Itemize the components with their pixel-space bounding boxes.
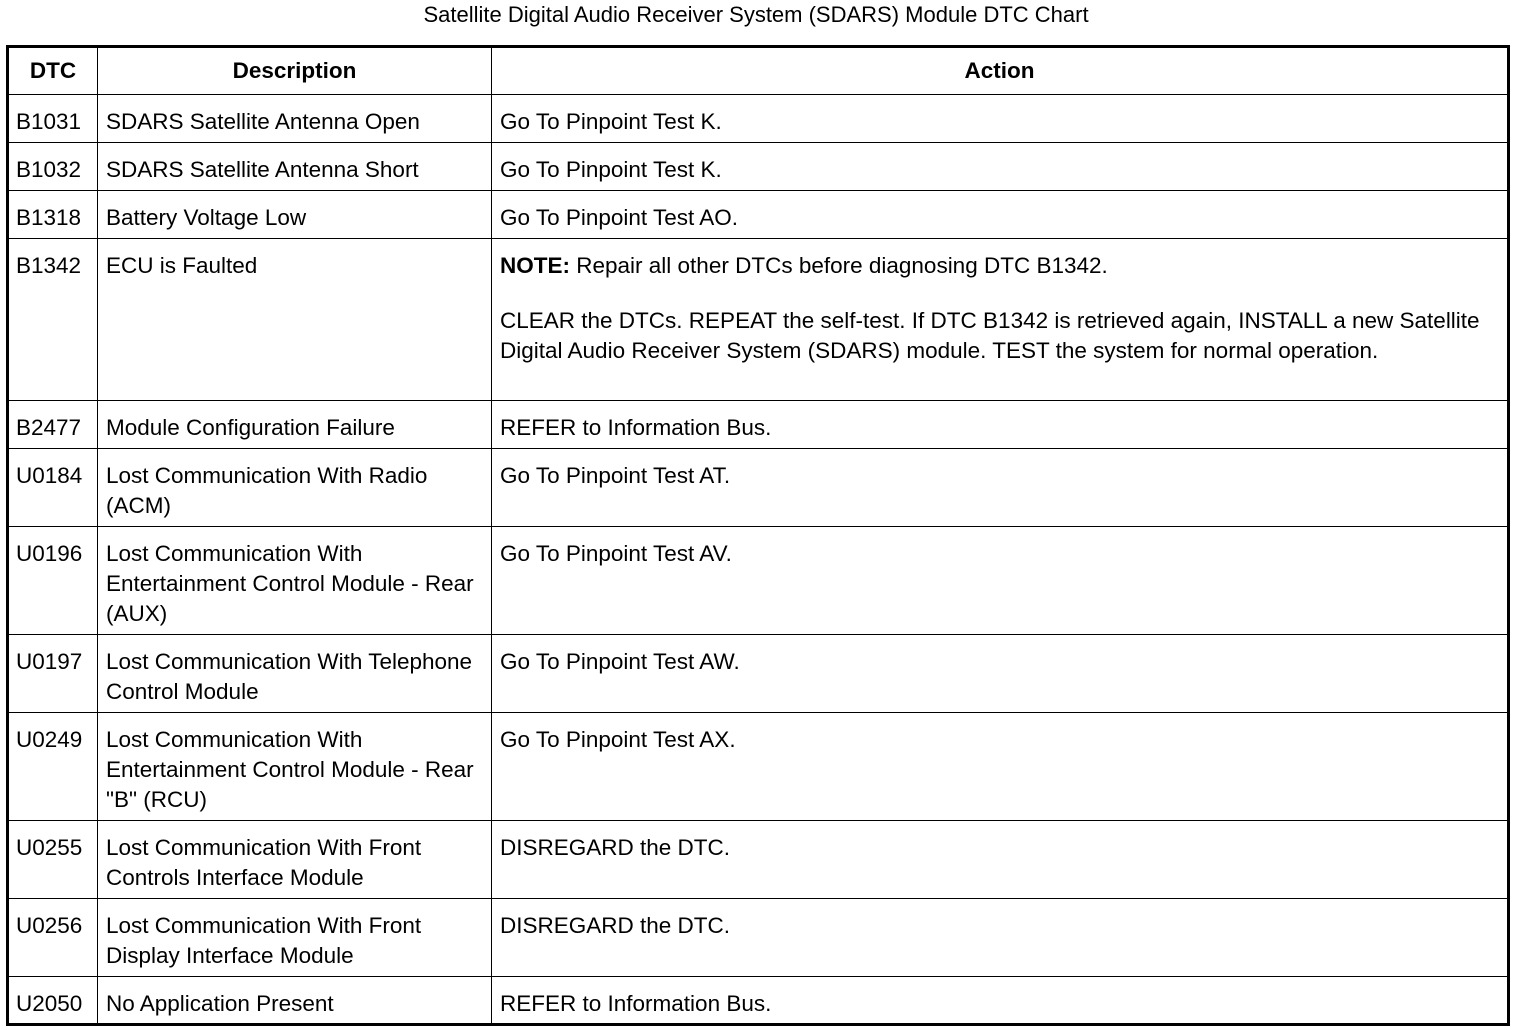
dtc-description: Lost Communication With Entertainment Control Module - Rear (AUX) (98, 527, 492, 635)
dtc-code: B1318 (8, 191, 98, 239)
column-header-action: Action (492, 47, 1509, 95)
dtc-action: Go To Pinpoint Test K. (492, 143, 1509, 191)
dtc-description: Lost Communication With Front Controls Interface Module (98, 821, 492, 899)
note-text: Repair all other DTCs before diagnosing DTC B1342. (570, 253, 1108, 278)
table-row (8, 143, 1509, 191)
table-row (8, 635, 1509, 713)
table-row (8, 239, 1509, 401)
dtc-code: U0249 (8, 713, 98, 821)
table-row (8, 191, 1509, 239)
dtc-action: Go To Pinpoint Test AO. (492, 191, 1509, 239)
table-header-row (8, 47, 1509, 95)
table-row (8, 899, 1509, 977)
dtc-description: Lost Communication With Radio (ACM) (98, 449, 492, 527)
dtc-action: REFER to Information Bus. (492, 401, 1509, 449)
dtc-description: No Application Present (98, 977, 492, 1025)
dtc-action: Go To Pinpoint Test AV. (492, 527, 1509, 635)
dtc-action (492, 239, 1509, 401)
action-note (500, 251, 1499, 281)
dtc-chart-table (6, 45, 1510, 1026)
dtc-description: Lost Communication With Entertainment Control Module - Rear "B" (RCU) (98, 713, 492, 821)
page-title: Satellite Digital Audio Receiver System (SDARS) Module DTC Chart (423, 2, 1089, 27)
dtc-code: U0196 (8, 527, 98, 635)
dtc-code: U0255 (8, 821, 98, 899)
dtc-description: Lost Communication With Telephone Control Module (98, 635, 492, 713)
dtc-code: B1031 (8, 95, 98, 143)
dtc-code: U0184 (8, 449, 98, 527)
note-label: NOTE: (500, 253, 570, 278)
dtc-code: B2477 (8, 401, 98, 449)
table-row (8, 449, 1509, 527)
action-instructions: CLEAR the DTCs. REPEAT the self-test. If DTC B1342 is retrieved again, INSTALL a new Satellite Digital Audio Receiver System (SDARS) module. TEST the system for normal operation. (500, 308, 1480, 363)
dtc-description: SDARS Satellite Antenna Open (98, 95, 492, 143)
table-row (8, 977, 1509, 1025)
dtc-action: DISREGARD the DTC. (492, 899, 1509, 977)
dtc-action: Go To Pinpoint Test AT. (492, 449, 1509, 527)
dtc-code: U0256 (8, 899, 98, 977)
dtc-code: U2050 (8, 977, 98, 1025)
table-row (8, 713, 1509, 821)
table-row (8, 821, 1509, 899)
table-row (8, 95, 1509, 143)
dtc-code: B1342 (8, 239, 98, 401)
table-row (8, 401, 1509, 449)
dtc-description: ECU is Faulted (98, 239, 492, 401)
dtc-action: Go To Pinpoint Test K. (492, 95, 1509, 143)
column-header-dtc: DTC (8, 47, 98, 95)
dtc-action: Go To Pinpoint Test AX. (492, 713, 1509, 821)
dtc-action: REFER to Information Bus. (492, 977, 1509, 1025)
dtc-code: B1032 (8, 143, 98, 191)
column-header-description: Description (98, 47, 492, 95)
dtc-description: Module Configuration Failure (98, 401, 492, 449)
dtc-action: Go To Pinpoint Test AW. (492, 635, 1509, 713)
dtc-action: DISREGARD the DTC. (492, 821, 1509, 899)
dtc-description: Battery Voltage Low (98, 191, 492, 239)
table-row (8, 527, 1509, 635)
dtc-code: U0197 (8, 635, 98, 713)
dtc-description: Lost Communication With Front Display Interface Module (98, 899, 492, 977)
dtc-description: SDARS Satellite Antenna Short (98, 143, 492, 191)
